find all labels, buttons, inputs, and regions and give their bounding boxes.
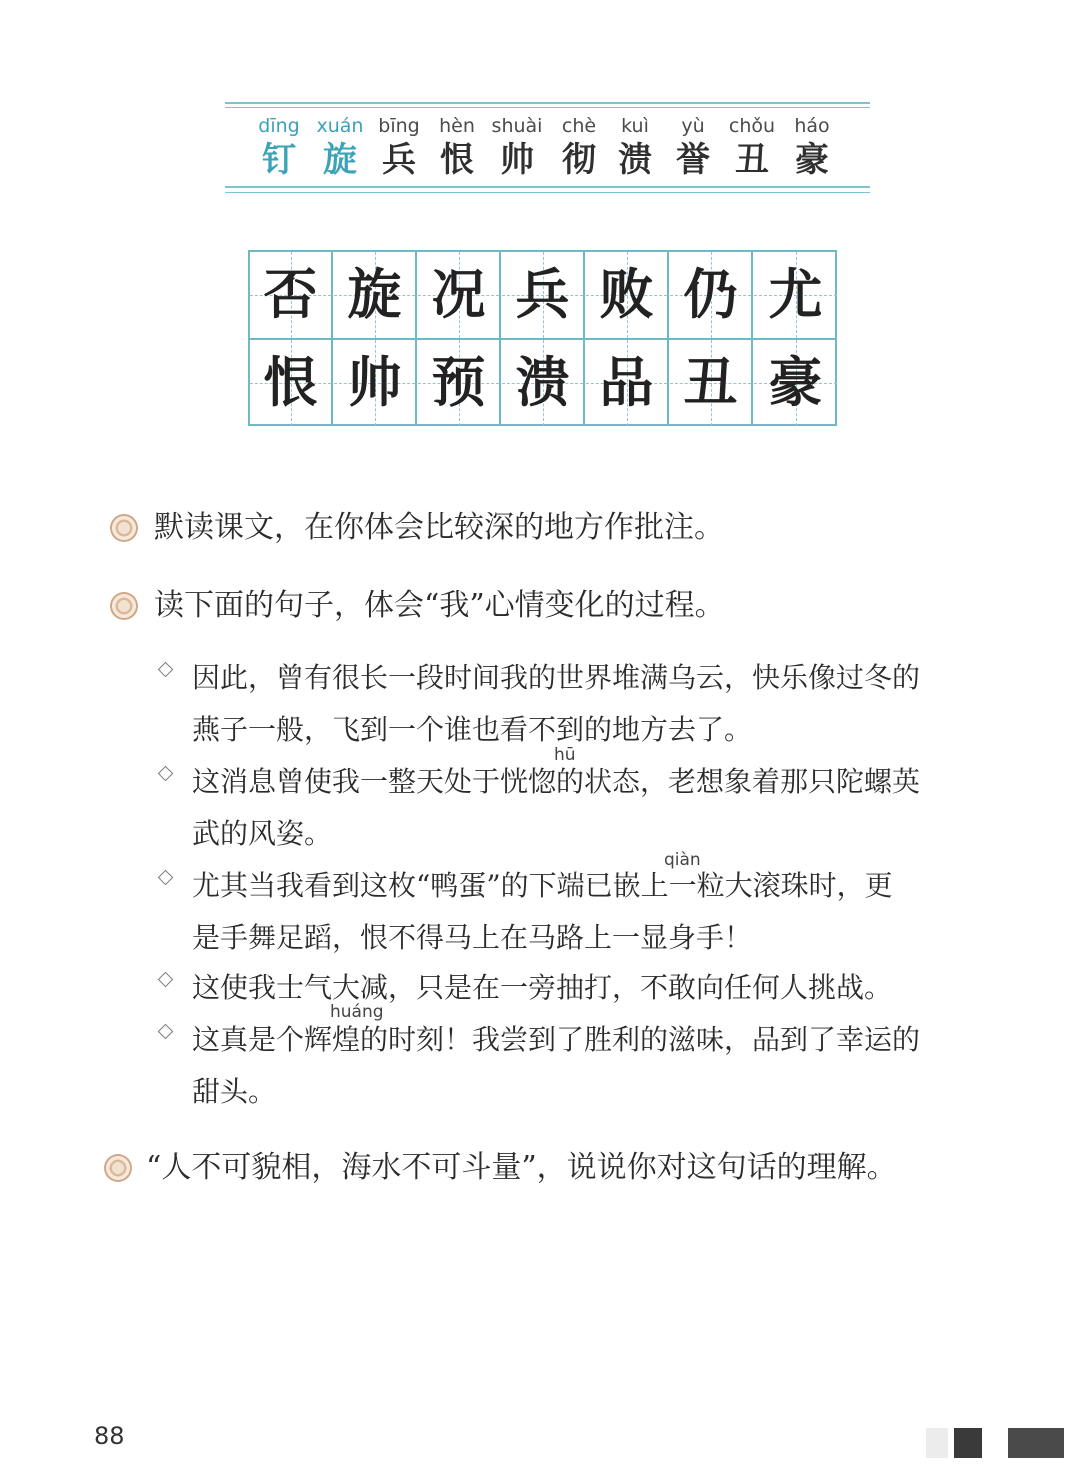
pinyin-annotation-qian: qiàn bbox=[664, 850, 701, 870]
writing-grid bbox=[248, 250, 837, 426]
sentence-line: 因此，曾有很长一段时间我的世界堆满乌云，快乐像过冬的 bbox=[192, 661, 921, 694]
exercise-marker-icon bbox=[110, 514, 138, 542]
diamond-bullet-icon bbox=[158, 972, 174, 988]
pinyin-annotation-huang: huáng bbox=[330, 1002, 384, 1022]
grid-cell bbox=[502, 340, 585, 426]
page-number: 88 bbox=[94, 1422, 125, 1450]
exercise-1-text: 默读课文，在你体会比较深的地方作批注。 bbox=[154, 510, 724, 545]
new-word-pinyin: chǒu bbox=[728, 115, 776, 137]
diamond-bullet-icon bbox=[158, 1024, 174, 1040]
sentence-4 bbox=[192, 962, 982, 1014]
sentence-1 bbox=[192, 652, 982, 756]
new-word-10 bbox=[780, 114, 844, 182]
grid-cell bbox=[418, 340, 501, 426]
grid-cell bbox=[418, 252, 501, 338]
sentence-line: 燕子一般，飞到一个谁也看不到的地方去了。 bbox=[192, 713, 753, 746]
pinyin-annotation-hu: hū bbox=[554, 745, 576, 765]
grid-char: 丑 bbox=[683, 350, 738, 414]
grid-cell bbox=[754, 340, 837, 426]
grid-cell bbox=[250, 340, 333, 426]
band-bottom-rule bbox=[225, 186, 870, 188]
band-bottom-rule-thin bbox=[225, 192, 870, 193]
grid-cell bbox=[586, 340, 669, 426]
writing-grid-row-2 bbox=[250, 338, 835, 426]
sentence-line: 武的风姿。 bbox=[192, 817, 333, 850]
new-word-char: 丑 bbox=[735, 140, 769, 180]
sentence-3 bbox=[192, 860, 982, 964]
grid-cell bbox=[754, 252, 837, 338]
grid-char: 豪 bbox=[768, 350, 823, 414]
grid-char: 尤 bbox=[768, 262, 823, 326]
new-word-8 bbox=[661, 114, 725, 182]
sentence-line: 这消息曾使我一整天处于恍惚的状态，老想象着那只陀螺英 bbox=[192, 765, 921, 798]
grid-cell bbox=[250, 252, 333, 338]
sentence-line: 这使我士气大减，只是在一旁抽打，不敢向任何人挑战。 bbox=[192, 971, 893, 1004]
new-word-char: 彻 bbox=[562, 140, 596, 180]
exercise-marker-icon bbox=[104, 1154, 132, 1182]
grid-char: 兵 bbox=[515, 262, 570, 326]
new-word-pinyin: yù bbox=[681, 115, 705, 137]
new-word-pinyin: dīng bbox=[258, 115, 300, 137]
band-top-rule-thin bbox=[225, 107, 870, 108]
sentence-line: 是手舞足蹈，恨不得马上在马路上一显身手！ bbox=[192, 921, 753, 954]
new-word-char: 兵 bbox=[382, 140, 416, 180]
sentence-line: 这真是个辉煌的时刻！我尝到了胜利的滋味，品到了幸运的 bbox=[192, 1023, 921, 1056]
grid-cell bbox=[586, 252, 669, 338]
grid-cell bbox=[670, 340, 753, 426]
grid-char: 否 bbox=[263, 262, 318, 326]
grid-cell bbox=[502, 252, 585, 338]
new-word-char: 钉 bbox=[262, 140, 296, 180]
new-word-2 bbox=[308, 114, 372, 182]
band-top-rule bbox=[225, 102, 870, 104]
exercise-3-text: “人不可貌相，海水不可斗量”，说说你对这句话的理解。 bbox=[146, 1150, 897, 1185]
new-word-pinyin: kuì bbox=[621, 115, 649, 137]
new-word-6 bbox=[547, 114, 611, 182]
new-word-1 bbox=[247, 114, 311, 182]
grid-cell bbox=[670, 252, 753, 338]
corner-mark bbox=[954, 1428, 982, 1458]
diamond-bullet-icon bbox=[158, 662, 174, 678]
new-word-char: 帅 bbox=[500, 140, 534, 180]
grid-cell bbox=[334, 252, 417, 338]
grid-cell bbox=[334, 340, 417, 426]
grid-char: 仍 bbox=[683, 262, 738, 326]
corner-mark bbox=[1008, 1428, 1064, 1458]
new-word-pinyin: shuài bbox=[491, 115, 543, 137]
grid-char: 帅 bbox=[347, 350, 402, 414]
grid-char: 品 bbox=[599, 350, 654, 414]
new-word-pinyin: xuán bbox=[316, 115, 364, 137]
sentence-line: 甜头。 bbox=[192, 1075, 277, 1108]
new-word-char: 溃 bbox=[618, 140, 652, 180]
new-word-char: 豪 bbox=[795, 140, 829, 180]
new-word-9 bbox=[720, 114, 784, 182]
exercise-marker-icon bbox=[110, 592, 138, 620]
new-word-char: 誉 bbox=[676, 140, 710, 180]
sentence-line: 尤其当我看到这枚“鸭蛋”的下端已嵌上一粒大滚珠时，更 bbox=[192, 869, 893, 902]
new-word-4 bbox=[425, 114, 489, 182]
new-word-pinyin: bīng bbox=[378, 115, 420, 137]
new-word-pinyin: hèn bbox=[439, 115, 475, 137]
exercise-2-text: 读下面的句子，体会“我”心情变化的过程。 bbox=[154, 588, 725, 623]
grid-char: 恨 bbox=[263, 350, 318, 414]
grid-char: 况 bbox=[431, 262, 486, 326]
new-word-5 bbox=[485, 114, 549, 182]
new-word-7 bbox=[603, 114, 667, 182]
diamond-bullet-icon bbox=[158, 766, 174, 782]
corner-mark bbox=[926, 1428, 948, 1458]
new-word-pinyin: háo bbox=[794, 115, 830, 137]
grid-char: 溃 bbox=[515, 350, 570, 414]
new-words-band bbox=[225, 100, 870, 198]
sentence-2 bbox=[192, 756, 982, 860]
grid-char: 预 bbox=[431, 350, 486, 414]
grid-char: 旋 bbox=[347, 262, 402, 326]
new-word-char: 旋 bbox=[323, 140, 357, 180]
new-word-char: 恨 bbox=[440, 140, 474, 180]
grid-char: 败 bbox=[599, 262, 654, 326]
new-word-3 bbox=[367, 114, 431, 182]
writing-grid-row-1 bbox=[250, 252, 835, 338]
sentence-5 bbox=[192, 1014, 982, 1118]
diamond-bullet-icon bbox=[158, 870, 174, 886]
new-word-pinyin: chè bbox=[561, 115, 597, 137]
